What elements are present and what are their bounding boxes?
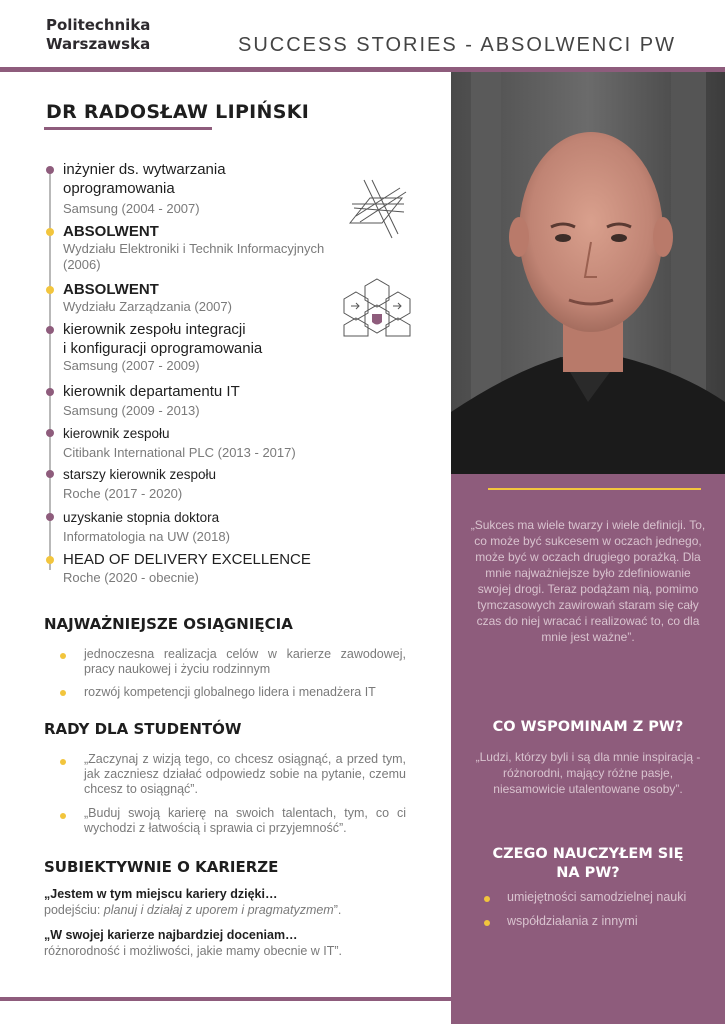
timeline-dot: [46, 326, 54, 334]
timeline-title: i konfiguracji oprogramowania: [63, 340, 263, 357]
timeline-dot: [46, 286, 54, 294]
career-heading: SUBIEKTYWNIE O KARIERZE: [44, 858, 279, 876]
career-answer-1: podejściu: planuj i działaj z uporem i pragmatyzmem”.: [44, 903, 342, 917]
name-underline: [44, 127, 212, 130]
timeline-dot: [46, 388, 54, 396]
timeline-subtitle: Wydziału Elektroniki i Technik Informacyjnych: [63, 241, 325, 256]
career-answer-2: różnorodność i możliwości, jakie mamy obecnie w IT”.: [44, 944, 343, 958]
timeline-item: [63, 160, 363, 217]
timeline-title: oprogramowania: [63, 180, 175, 197]
timeline-title: kierownik departamentu IT: [63, 383, 240, 400]
learned-item: współdziałania z innymi: [507, 914, 638, 928]
quote-text: „Sukces ma wiele twarzy i wiele definicji. To, co może być sukcesem w oczach jednego, może być w oczach drugiego porażką. Dla mnie najważniejsze było zdefiniowanie swojej drogi. Teraz podążam nią, pomimo tymczasowych zawirowań staram się cały czas do niej wracać i realizować to, co dla mnie jest ważne”.: [470, 518, 706, 644]
panel-divider: [488, 488, 701, 490]
timeline-title: starszy kierownik zespołu: [63, 467, 217, 482]
portrait-photo: [451, 72, 725, 474]
learned-heading: CZEGO NAUCZYŁEM SIĘ NA PW?: [492, 846, 684, 881]
achievements-heading: NAJWAŻNIEJSZE OSIĄGNIĘCIA: [44, 615, 293, 633]
advice-item: „Zaczynaj z wizją tego, co chcesz osiągnąć, a przed tym, jak zaczniesz działać odpowiedz sobie na pytanie, czemu chcesz to osiągnąć”.: [84, 752, 406, 796]
timeline-item: [63, 424, 363, 461]
timeline-title: uzyskanie stopnia doktora: [63, 510, 220, 525]
achievement-item: jednoczesna realizacja celów w karierze zawodowej, pracy naukowej i życiu rodzinnym: [84, 647, 406, 676]
timeline-title: inżynier ds. wytwarzania: [63, 161, 226, 178]
timeline-subtitle: Informatologia na UW (2018): [63, 529, 230, 544]
bullet-icon: [60, 653, 66, 659]
advice-heading: RADY DLA STUDENTÓW: [44, 720, 242, 738]
learned-item: umiejętności samodzielnej nauki: [507, 890, 687, 904]
timeline-subtitle: Samsung (2004 - 2007): [63, 201, 200, 216]
bullet-icon: [60, 690, 66, 696]
bullet-icon: [484, 896, 490, 902]
timeline-title: kierownik zespołu: [63, 426, 170, 441]
timeline-item: [63, 508, 363, 545]
footer-divider: [0, 997, 452, 1001]
advice-item: „Buduj swoją karierę na swoich talentach, tym, co ci wychodzi z łatwością i sprawia ci przyjemność”.: [84, 806, 406, 835]
timeline-dot: [46, 556, 54, 564]
timeline-item: [63, 550, 363, 586]
person-name: DR RADOSŁAW LIPIŃSKI: [46, 101, 310, 123]
timeline-item: [63, 280, 363, 315]
timeline-item: [63, 382, 363, 419]
memory-text: „Ludzi, którzy byli i są dla mnie inspiracją - różnorodni, mający różne pasje, niesamowicie utalentowane osoby”.: [475, 750, 701, 796]
timeline-title: ABSOLWENT: [63, 281, 159, 298]
university-logo: [46, 16, 150, 54]
timeline-dot: [46, 166, 54, 174]
bullet-icon: [484, 920, 490, 926]
memory-heading: CO WSPOMINAM Z PW?: [492, 719, 684, 735]
timeline-dot: [46, 228, 54, 236]
timeline-subtitle: Samsung (2007 - 2009): [63, 358, 200, 373]
career-question-1: „Jestem w tym miejscu kariery dzięki…: [44, 887, 278, 901]
logo-line-2: Warszawska: [46, 35, 151, 53]
timeline-subtitle: Samsung (2009 - 2013): [63, 403, 200, 418]
bullet-icon: [60, 759, 66, 765]
timeline-subtitle: Citibank International PLC (2013 - 2017): [63, 445, 296, 460]
timeline-subtitle: Roche (2020 - obecnie): [63, 570, 199, 585]
timeline-title: ABSOLWENT: [63, 223, 159, 240]
timeline-dot: [46, 429, 54, 437]
career-question-2: „W swojej karierze najbardziej doceniam…: [44, 928, 298, 942]
timeline-subtitle: Wydziału Zarządzania (2007): [63, 299, 232, 314]
timeline-subtitle: (2006): [63, 257, 101, 272]
page-header-title: SUCCESS STORIES - ABSOLWENCI PW: [238, 34, 676, 56]
timeline-title: kierownik zespołu integracji: [63, 321, 246, 338]
timeline-subtitle: Roche (2017 - 2020): [63, 486, 183, 501]
timeline-title: HEAD OF DELIVERY EXCELLENCE: [63, 551, 311, 568]
timeline-item: [63, 222, 363, 273]
electronics-faculty-icon: [342, 178, 412, 238]
timeline-dot: [46, 470, 54, 478]
management-faculty-icon: [342, 276, 412, 336]
bullet-icon: [60, 813, 66, 819]
timeline-item: [63, 320, 363, 374]
timeline-item: [63, 465, 363, 502]
achievement-item: rozwój kompetencji globalnego lidera i menadżera IT: [84, 685, 376, 699]
timeline-dot: [46, 513, 54, 521]
logo-line-1: Politechnika: [46, 16, 151, 34]
